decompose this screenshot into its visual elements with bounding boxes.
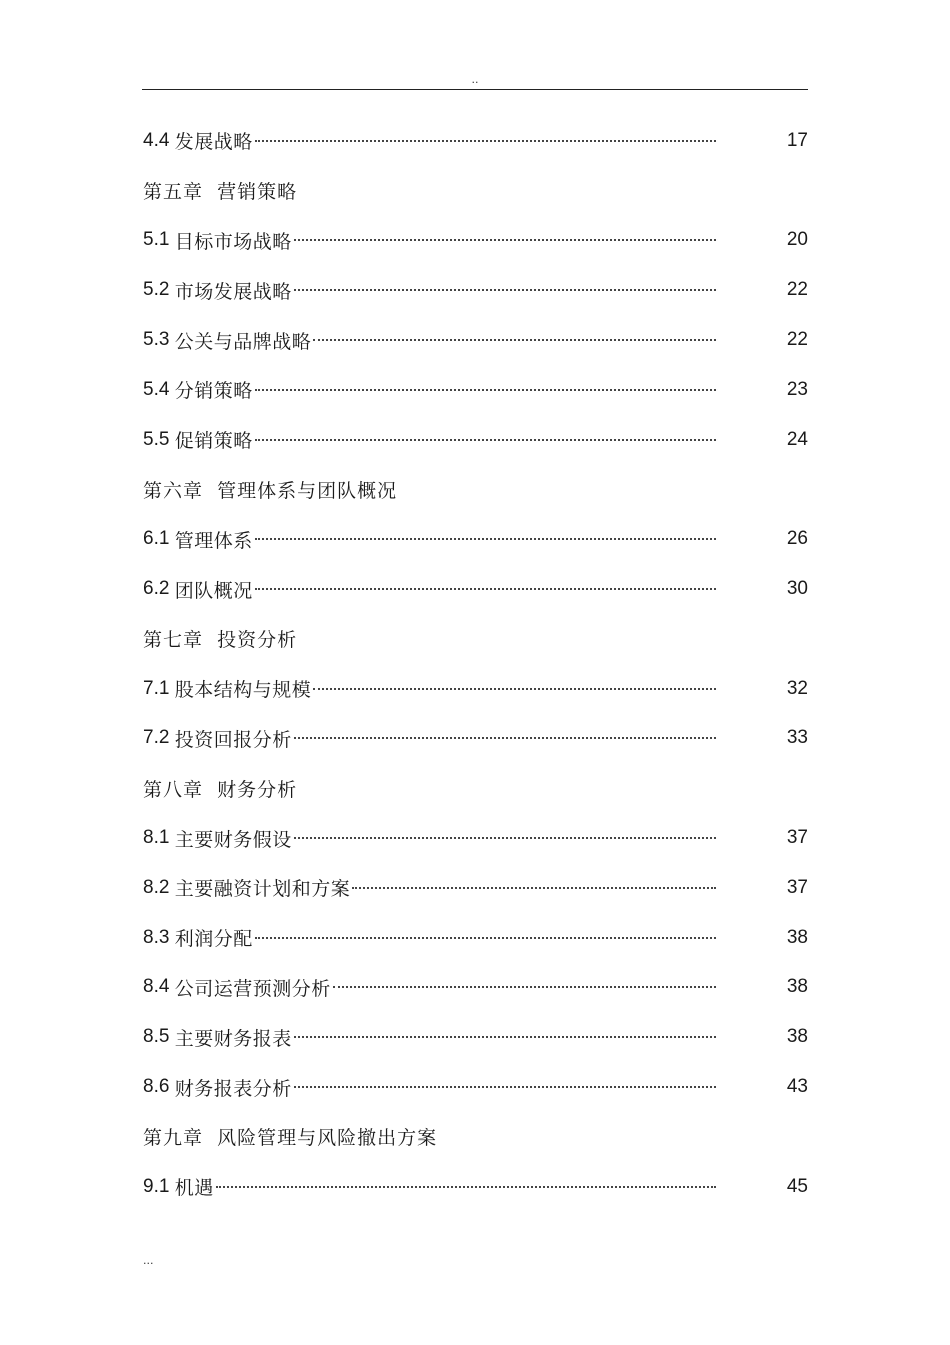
toc-entry-number: 8.1 — [143, 827, 175, 849]
toc-entry-title: 利润分配 — [174, 928, 253, 951]
toc-entry[interactable] — [143, 1062, 808, 1112]
toc-page-number: 23 — [786, 378, 808, 400]
toc-page-number: 22 — [786, 279, 808, 301]
toc-page-number: 30 — [786, 578, 808, 600]
toc-chapter-heading — [143, 465, 808, 515]
toc-entry-number: 8.5 — [143, 1026, 175, 1048]
toc-entry[interactable] — [143, 863, 808, 913]
toc-page-number: 17 — [786, 129, 808, 151]
toc-entry-number: 8.3 — [143, 926, 175, 948]
toc-entry[interactable] — [143, 963, 808, 1013]
toc-entry[interactable] — [143, 315, 808, 365]
toc-page-number: 26 — [786, 528, 808, 550]
toc-dot-leader — [255, 937, 716, 939]
toc-entry[interactable] — [143, 714, 808, 764]
toc-chapter-title: 第七章 投资分析 — [143, 629, 298, 652]
toc-dot-leader — [294, 737, 716, 739]
toc-entry-title: 公司运营预测分析 — [174, 977, 331, 1000]
toc-entry[interactable] — [143, 1162, 808, 1212]
toc-entry-number: 6.1 — [143, 528, 175, 550]
toc-entry[interactable] — [143, 116, 808, 166]
toc-entry-number: 8.2 — [143, 876, 175, 898]
toc-dot-leader — [294, 837, 716, 839]
toc-chapter-title: 第六章 管理体系与团队概况 — [143, 479, 398, 502]
toc-dot-leader — [294, 1036, 716, 1038]
toc-page-number: 37 — [786, 827, 808, 849]
toc-dot-leader — [294, 289, 716, 291]
toc-entry[interactable] — [143, 216, 808, 266]
toc-entry[interactable] — [143, 564, 808, 614]
toc-chapter-heading — [143, 614, 808, 664]
toc-page-number: 22 — [786, 329, 808, 351]
toc-entry-title: 机遇 — [174, 1177, 214, 1200]
header-divider — [142, 89, 808, 90]
toc-entry-number: 6.2 — [143, 578, 175, 600]
toc-chapter-heading — [143, 166, 808, 216]
toc-dot-leader — [294, 239, 716, 241]
toc-entry-title: 公关与品牌战略 — [174, 330, 312, 353]
toc-entry-number: 5.1 — [143, 229, 175, 251]
toc-chapter-title: 第五章 营销策略 — [143, 181, 298, 204]
toc-entry[interactable] — [143, 365, 808, 415]
toc-page-number: 20 — [786, 229, 808, 251]
toc-entry[interactable] — [143, 913, 808, 963]
toc-entry-number: 4.4 — [143, 129, 175, 151]
toc-entry-title: 发展战略 — [174, 131, 253, 154]
toc-dot-leader — [255, 588, 716, 590]
toc-entry[interactable] — [143, 1012, 808, 1062]
toc-entry[interactable] — [143, 265, 808, 315]
toc-page-number: 38 — [786, 976, 808, 998]
toc-dot-leader — [216, 1186, 716, 1188]
toc-entry[interactable] — [143, 813, 808, 863]
toc-entry[interactable] — [143, 514, 808, 564]
toc-entry-title: 促销策略 — [174, 430, 253, 453]
toc-dot-leader — [255, 538, 716, 540]
toc-entry-title: 投资回报分析 — [174, 728, 292, 751]
toc-entry-number: 5.5 — [143, 428, 175, 450]
toc-dot-leader — [352, 887, 716, 889]
toc-entry-number: 9.1 — [143, 1175, 175, 1197]
toc-page-number: 38 — [786, 1026, 808, 1048]
toc-entry-number: 5.2 — [143, 279, 175, 301]
toc-entry-title: 财务报表分析 — [174, 1077, 292, 1100]
toc-entry-title: 团队概况 — [174, 579, 253, 602]
table-of-contents — [143, 116, 808, 1212]
toc-entry-title: 市场发展战略 — [174, 280, 292, 303]
toc-entry-number: 5.4 — [143, 378, 175, 400]
toc-page-number: 24 — [786, 428, 808, 450]
toc-entry-title: 目标市场战略 — [174, 230, 292, 253]
toc-entry-title: 主要财务假设 — [174, 828, 292, 851]
toc-dot-leader — [313, 339, 716, 341]
toc-dot-leader — [255, 140, 716, 142]
toc-entry-number: 7.1 — [143, 677, 175, 699]
toc-entry-number: 5.3 — [143, 329, 175, 351]
toc-entry[interactable] — [143, 664, 808, 714]
toc-page-number: 33 — [786, 727, 808, 749]
page-footer-mark: ... — [143, 1254, 154, 1267]
toc-entry-number: 8.4 — [143, 976, 175, 998]
toc-page-number: 38 — [786, 926, 808, 948]
toc-entry[interactable] — [143, 415, 808, 465]
toc-entry-title: 管理体系 — [174, 529, 253, 552]
toc-entry-title: 主要融资计划和方案 — [174, 878, 351, 901]
toc-dot-leader — [294, 1086, 716, 1088]
page-header-mark: .. — [471, 73, 479, 86]
toc-entry-title: 主要财务报表 — [174, 1027, 292, 1050]
toc-page-number: 32 — [786, 677, 808, 699]
toc-page-number: 37 — [786, 876, 808, 898]
toc-dot-leader — [313, 688, 716, 690]
toc-entry-number: 8.6 — [143, 1076, 175, 1098]
toc-dot-leader — [255, 439, 716, 441]
toc-entry-number: 7.2 — [143, 727, 175, 749]
toc-entry-title: 股本结构与规模 — [174, 679, 312, 702]
toc-chapter-title: 第九章 风险管理与风险撤出方案 — [143, 1127, 438, 1150]
toc-dot-leader — [255, 389, 716, 391]
toc-page-number: 43 — [786, 1076, 808, 1098]
toc-dot-leader — [333, 986, 716, 988]
toc-entry-title: 分销策略 — [174, 380, 253, 403]
toc-chapter-title: 第八章 财务分析 — [143, 778, 298, 801]
toc-chapter-heading — [143, 763, 808, 813]
toc-page-number: 45 — [786, 1175, 808, 1197]
toc-chapter-heading — [143, 1112, 808, 1162]
